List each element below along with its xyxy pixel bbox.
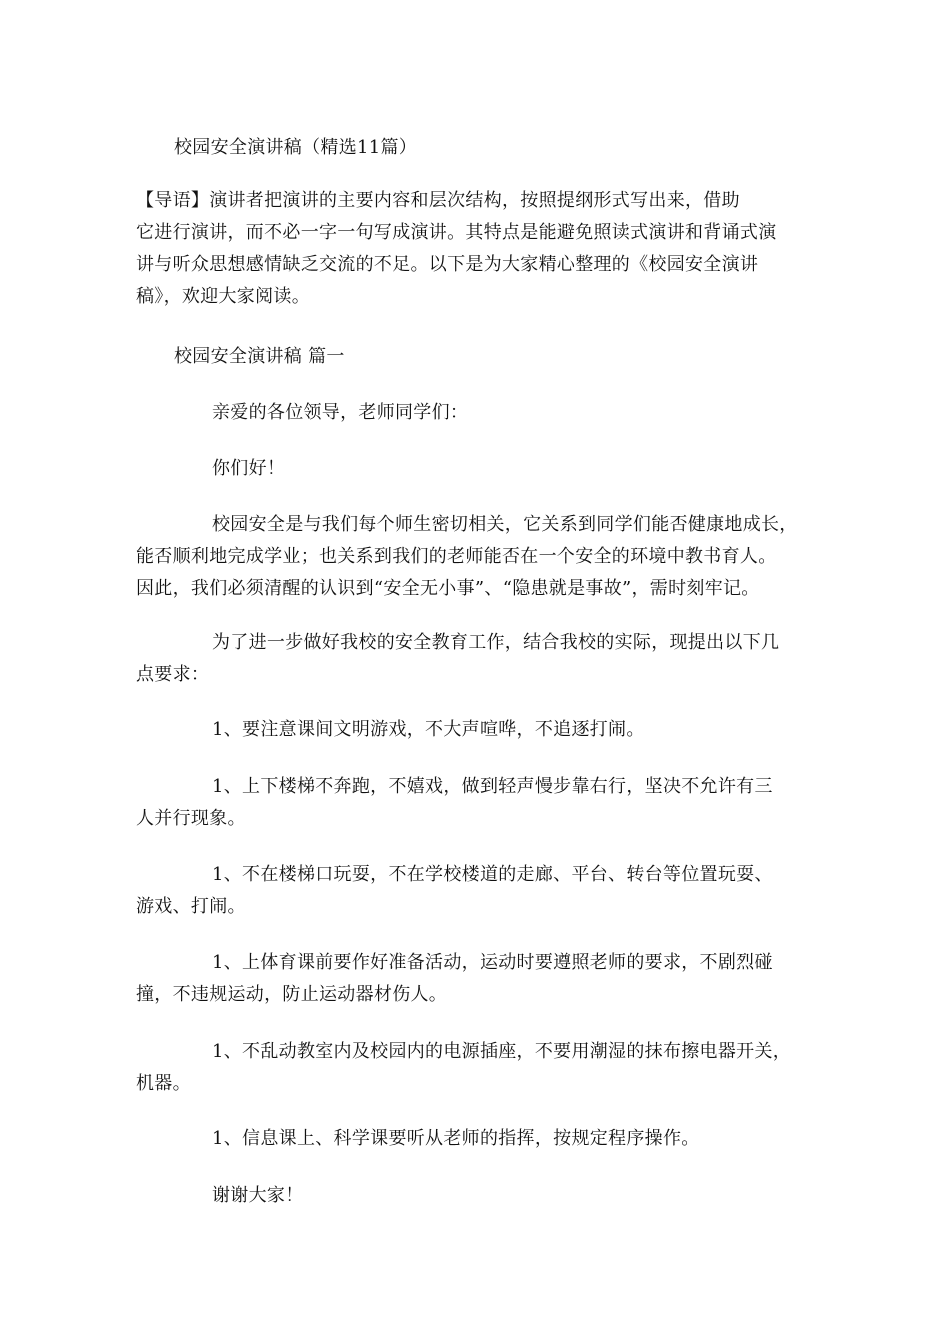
hello-paragraph: 你们好！ [212, 458, 286, 479]
body-line: 校园安全是与我们每个师生密切相关，它关系到同学们能否健康地成长， [212, 514, 798, 535]
requirement-line: 人并行现象。 [136, 808, 246, 829]
intro-line: 它进行演讲，而不必一字一句写成演讲。其特点是能避免照读式演讲和背诵式演 [136, 222, 777, 243]
requirement-item-6: 1、信息课上、科学课要听从老师的指挥，按规定程序操作。 [212, 1128, 700, 1149]
closing-paragraph: 谢谢大家！ [212, 1185, 304, 1206]
intro-line: 讲与听众思想感情缺乏交流的不足。以下是为大家精心整理的《校园安全演讲 [136, 254, 759, 275]
requirement-line: 1、不乱动教室内及校园内的电源插座，不要用潮湿的抹布擦电器开关， [212, 1041, 792, 1062]
intro-paragraph [136, 185, 777, 313]
document-title: 校园安全演讲稿（精选11篇） [174, 137, 418, 158]
requirement-line: 1、上体育课前要作好准备活动，运动时要遵照老师的要求，不剧烈碰 [212, 952, 773, 973]
body-line: 为了进一步做好我校的安全教育工作，结合我校的实际，现提出以下几 [212, 632, 780, 653]
body-line: 点要求： [136, 664, 210, 685]
requirement-item-3 [136, 859, 773, 923]
requirement-line: 机器。 [136, 1073, 191, 1094]
body-paragraph-1 [136, 509, 798, 605]
body-line: 能否顺利地完成学业；也关系到我们的老师能否在一个安全的环境中教书育人。 [136, 546, 777, 567]
intro-line: 【导语】演讲者把演讲的主要内容和层次结构，按照提纲形式写出来，借助 [136, 190, 740, 211]
body-line: 因此，我们必须清醒的认识到“安全无小事”、“隐患就是事故”，需时刻牢记。 [136, 578, 760, 599]
requirement-item-1: 1、要注意课间文明游戏，不大声喧哗，不追逐打闹。 [212, 719, 645, 740]
requirement-line: 游戏、打闹。 [136, 896, 246, 917]
requirement-line: 1、上下楼梯不奔跑，不嬉戏，做到轻声慢步靠右行，坚决不允许有三 [212, 776, 773, 797]
requirement-line: 1、不在楼梯口玩耍，不在学校楼道的走廊、平台、转台等位置玩耍、 [212, 864, 773, 885]
requirement-item-2 [136, 771, 773, 835]
body-paragraph-2 [136, 627, 779, 691]
requirement-line: 撞，不违规运动，防止运动器材伤人。 [136, 984, 448, 1005]
section-title: 校园安全演讲稿 篇一 [174, 346, 345, 367]
requirement-item-5 [136, 1036, 791, 1100]
intro-line: 稿》，欢迎大家阅读。 [136, 286, 310, 307]
greeting-paragraph: 亲爱的各位领导，老师同学们： [212, 402, 469, 423]
requirement-item-4 [136, 947, 773, 1011]
